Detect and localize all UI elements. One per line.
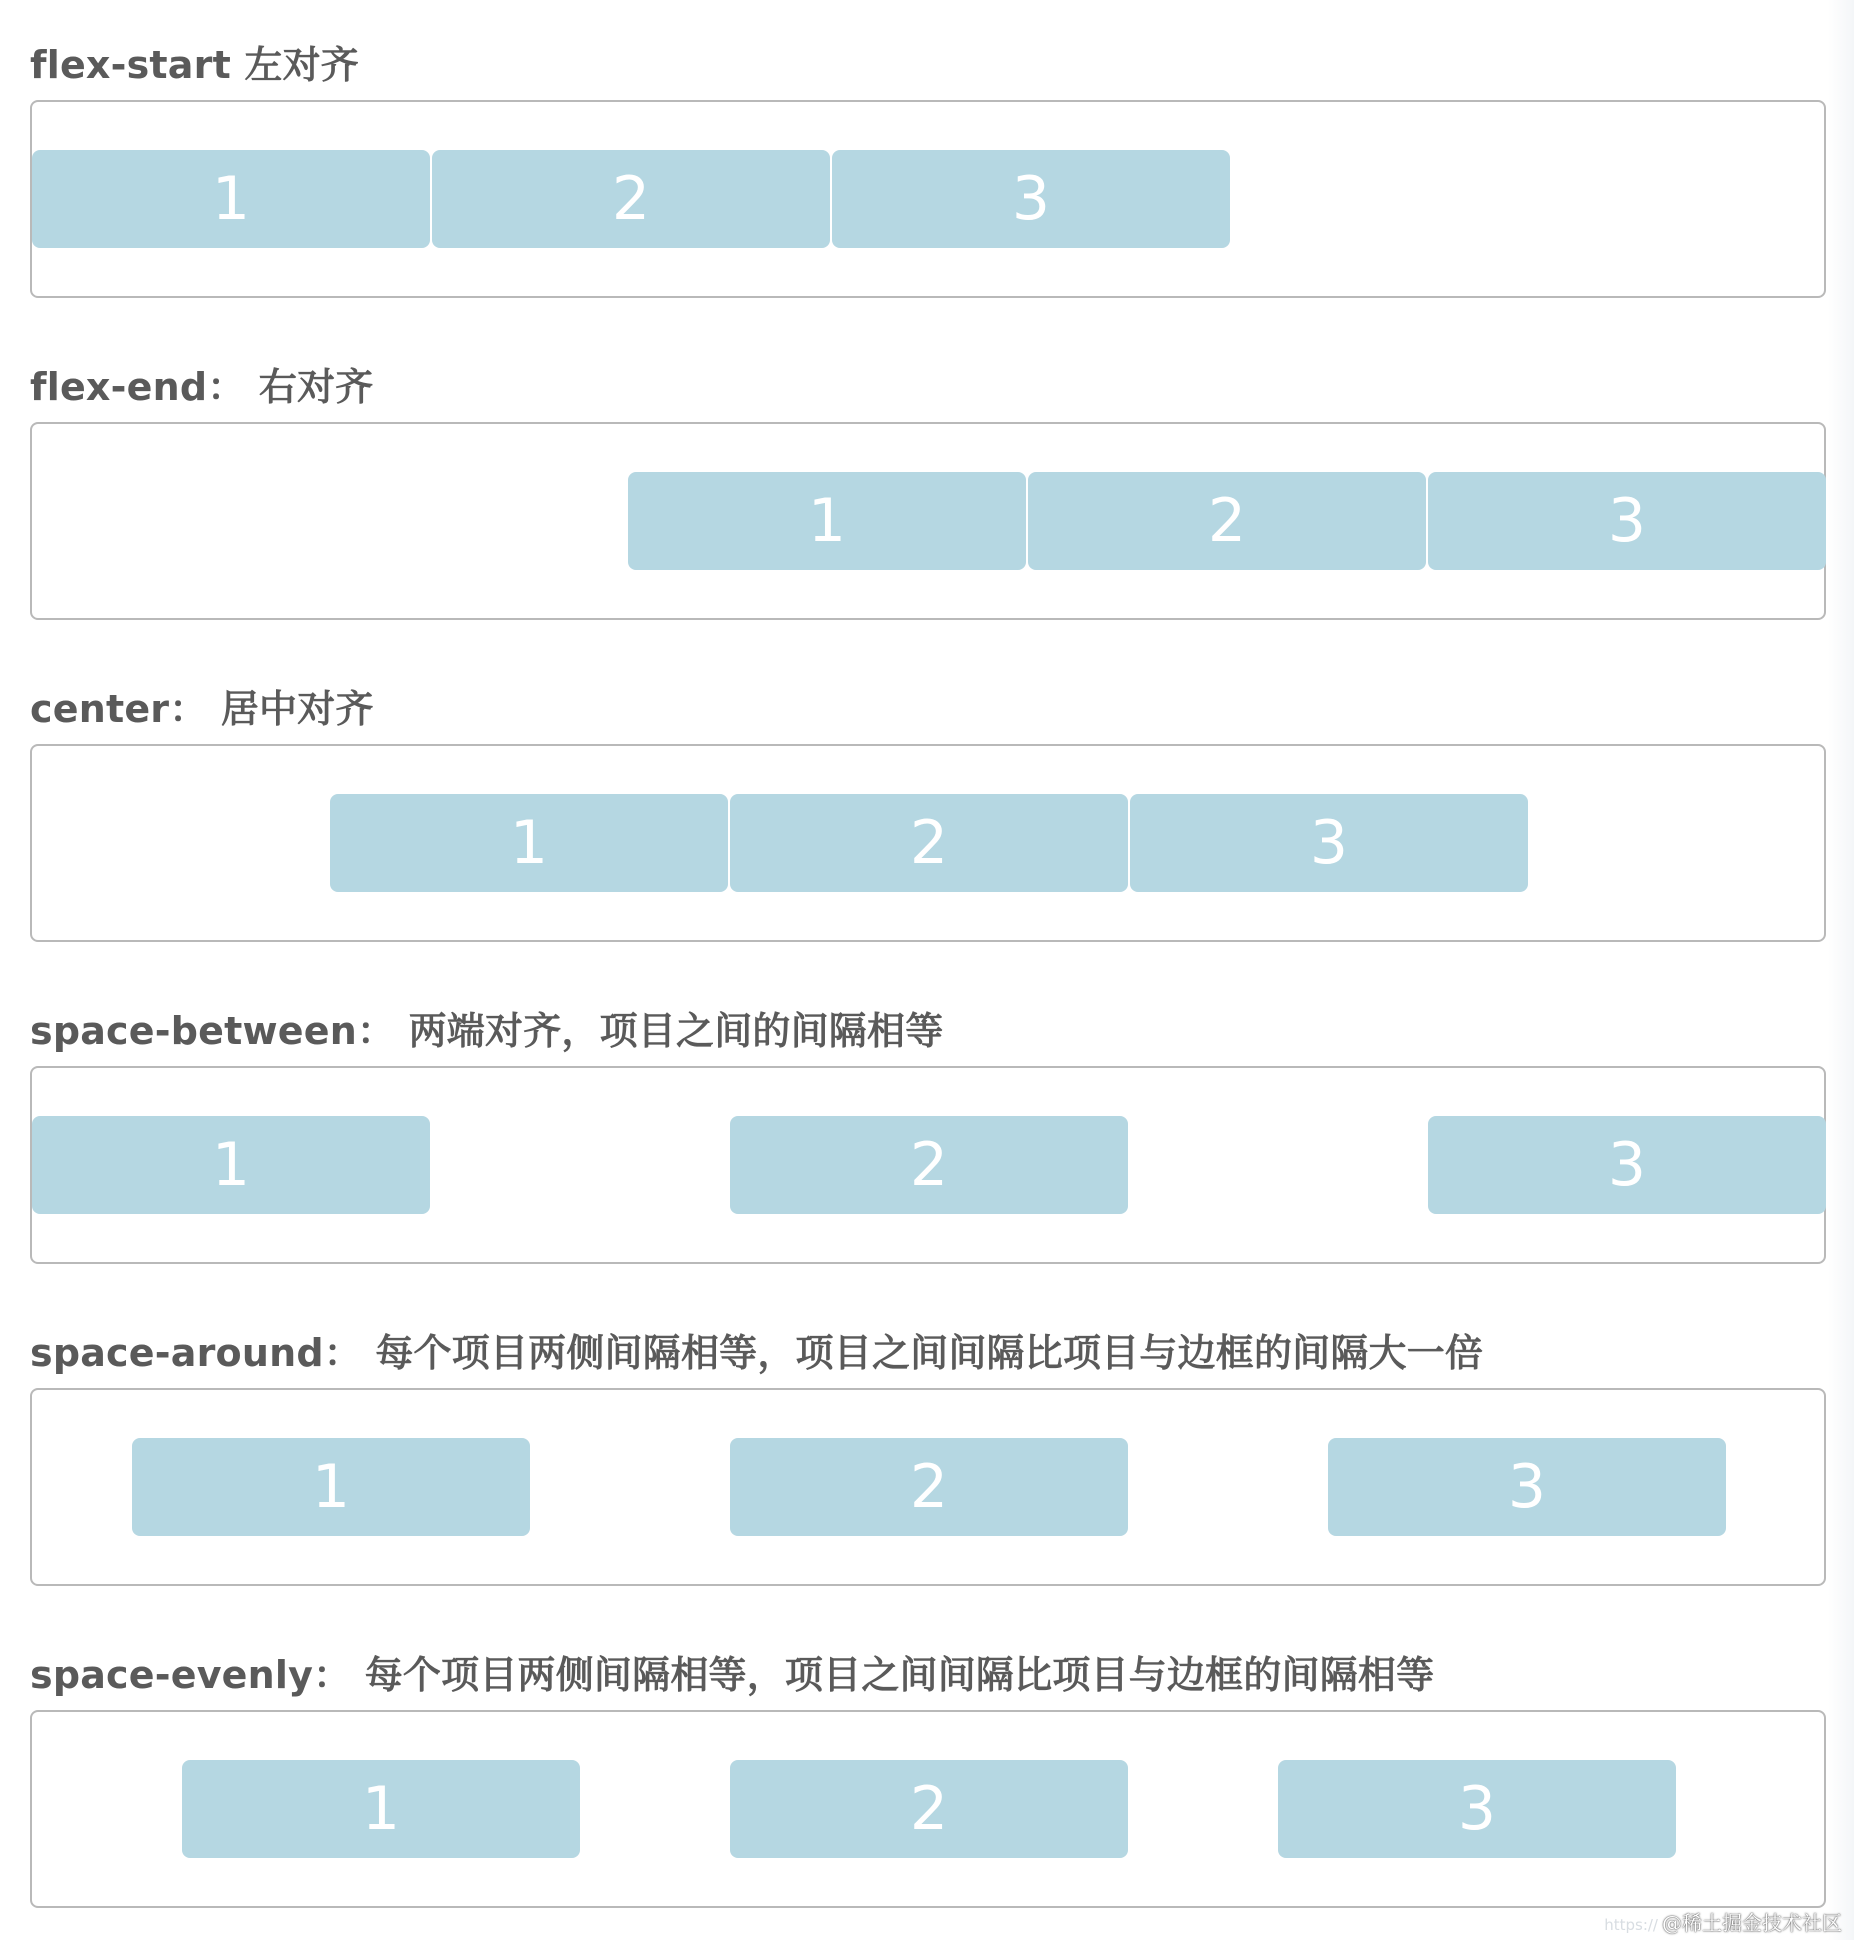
flex-container: [30, 1388, 1826, 1586]
page-edge-shade: [1828, 0, 1854, 1940]
flex-item: 2: [730, 1438, 1128, 1536]
flex-item: 1: [132, 1438, 530, 1536]
flex-item: 3: [1428, 1116, 1826, 1214]
flex-container: [30, 1066, 1826, 1264]
flex-container: [30, 422, 1826, 620]
flex-item: 1: [628, 472, 1026, 570]
flex-item: 1: [32, 1116, 430, 1214]
flex-item: 2: [1028, 472, 1426, 570]
flex-container: [30, 744, 1826, 942]
flex-item: 3: [1130, 794, 1528, 892]
flex-item: 2: [730, 794, 1128, 892]
watermark-url: https://: [1604, 1916, 1658, 1934]
section-label: space-between： 两端对齐，项目之间的间隔相等: [30, 1009, 944, 1053]
section-label: space-evenly： 每个项目两侧间隔相等，项目之间间隔比项目与边框的间隔相等: [30, 1653, 1435, 1697]
section-label: center： 居中对齐: [30, 687, 374, 731]
flex-item: 1: [32, 150, 430, 248]
flex-item: 3: [832, 150, 1230, 248]
watermark-text: @稀土掘金技术社区: [1662, 1911, 1842, 1935]
flex-item: 3: [1428, 472, 1826, 570]
flex-item: 1: [182, 1760, 580, 1858]
flex-container: [30, 100, 1826, 298]
flex-item: 2: [432, 150, 830, 248]
flex-item: 3: [1328, 1438, 1726, 1536]
watermark: [1604, 1907, 1842, 1936]
flex-item: 1: [330, 794, 728, 892]
section-label: flex-start 左对齐: [30, 43, 359, 87]
flex-item: 2: [730, 1760, 1128, 1858]
section-label: space-around： 每个项目两侧间隔相等，项目之间间隔比项目与边框的间隔大一倍: [30, 1331, 1484, 1375]
section-label: flex-end： 右对齐: [30, 365, 374, 409]
flex-item: 3: [1278, 1760, 1676, 1858]
flex-item: 2: [730, 1116, 1128, 1214]
flex-container: [30, 1710, 1826, 1908]
